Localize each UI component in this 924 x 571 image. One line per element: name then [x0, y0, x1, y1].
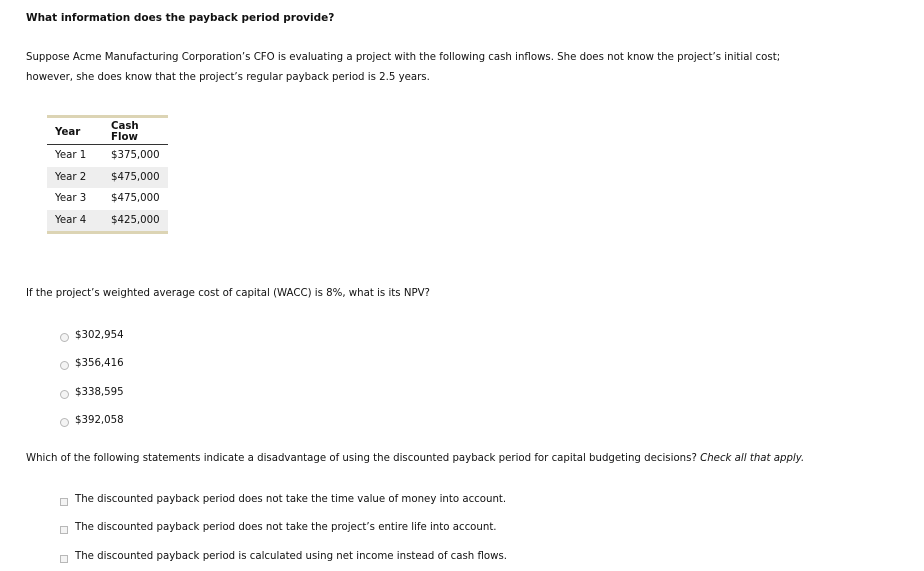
disadvantage-option-3[interactable] [60, 542, 507, 571]
cash-flow-cell: $475,000 [103, 167, 168, 189]
year-cell: Year 2 [47, 167, 103, 189]
table-row [47, 145, 168, 167]
option-label: $302,954 [75, 329, 124, 341]
radio-button[interactable] [60, 333, 69, 342]
cash-flow-cell: $475,000 [111, 193, 160, 205]
npv-question-text: If the project’s weighted average cost of capital (WACC) is 8%, what is its NPV? [26, 288, 430, 299]
cash-flow-cell: $425,000 [103, 210, 168, 233]
year-column-header: Year [47, 117, 103, 145]
year-cell: Year 3 [55, 193, 87, 205]
option-label: The discounted payback period does not take the time value of money into account. [75, 493, 507, 505]
table-row [47, 210, 168, 233]
question-text: Which of the following statements indicate a disadvantage of using the discounted payback period for capital budgeting decisions? [26, 453, 697, 464]
radio-button[interactable] [60, 390, 69, 399]
checkbox[interactable] [60, 555, 68, 563]
npv-option-1[interactable] [60, 321, 124, 350]
checkbox[interactable] [60, 498, 68, 506]
table-header-row [47, 117, 168, 145]
npv-option-4[interactable] [60, 407, 124, 436]
option-label: $356,416 [75, 358, 124, 370]
npv-answer-options [60, 321, 124, 435]
disadvantage-option-2[interactable] [60, 514, 507, 543]
npv-option-2[interactable] [60, 350, 124, 379]
radio-button[interactable] [60, 418, 69, 427]
question-heading: What information does the payback period provide? [26, 12, 335, 24]
option-label: $338,595 [75, 386, 124, 398]
intro-paragraph [26, 48, 886, 88]
disadvantage-answer-options [60, 485, 507, 571]
option-label: The discounted payback period is calculated using net income instead of cash flows. [75, 550, 508, 562]
npv-option-3[interactable] [60, 378, 124, 407]
intro-line-1: Suppose Acme Manufacturing Corporation’s CFO is evaluating a project with the following cash inflows. She does not know the project’s initial cost; [26, 52, 781, 63]
option-label: The discounted payback period does not take the project’s entire life into account. [75, 522, 497, 534]
year-cell: Year 4 [47, 210, 103, 233]
checkbox[interactable] [60, 526, 68, 534]
year-cell: Year 1 [55, 150, 87, 162]
cash-flow-table [47, 115, 168, 234]
intro-line-2: however, she does know that the project’s regular payback period is 2.5 years. [26, 72, 430, 83]
table-row [47, 188, 168, 210]
disadvantage-question-text [26, 453, 804, 464]
disadvantage-option-1[interactable] [60, 485, 507, 514]
table-row [47, 167, 168, 189]
option-label: $392,058 [75, 415, 124, 427]
radio-button[interactable] [60, 361, 69, 370]
cash-flow-column-header: Cash Flow [103, 117, 168, 145]
question-hint: Check all that apply. [700, 453, 805, 464]
cash-flow-cell: $375,000 [111, 150, 160, 162]
